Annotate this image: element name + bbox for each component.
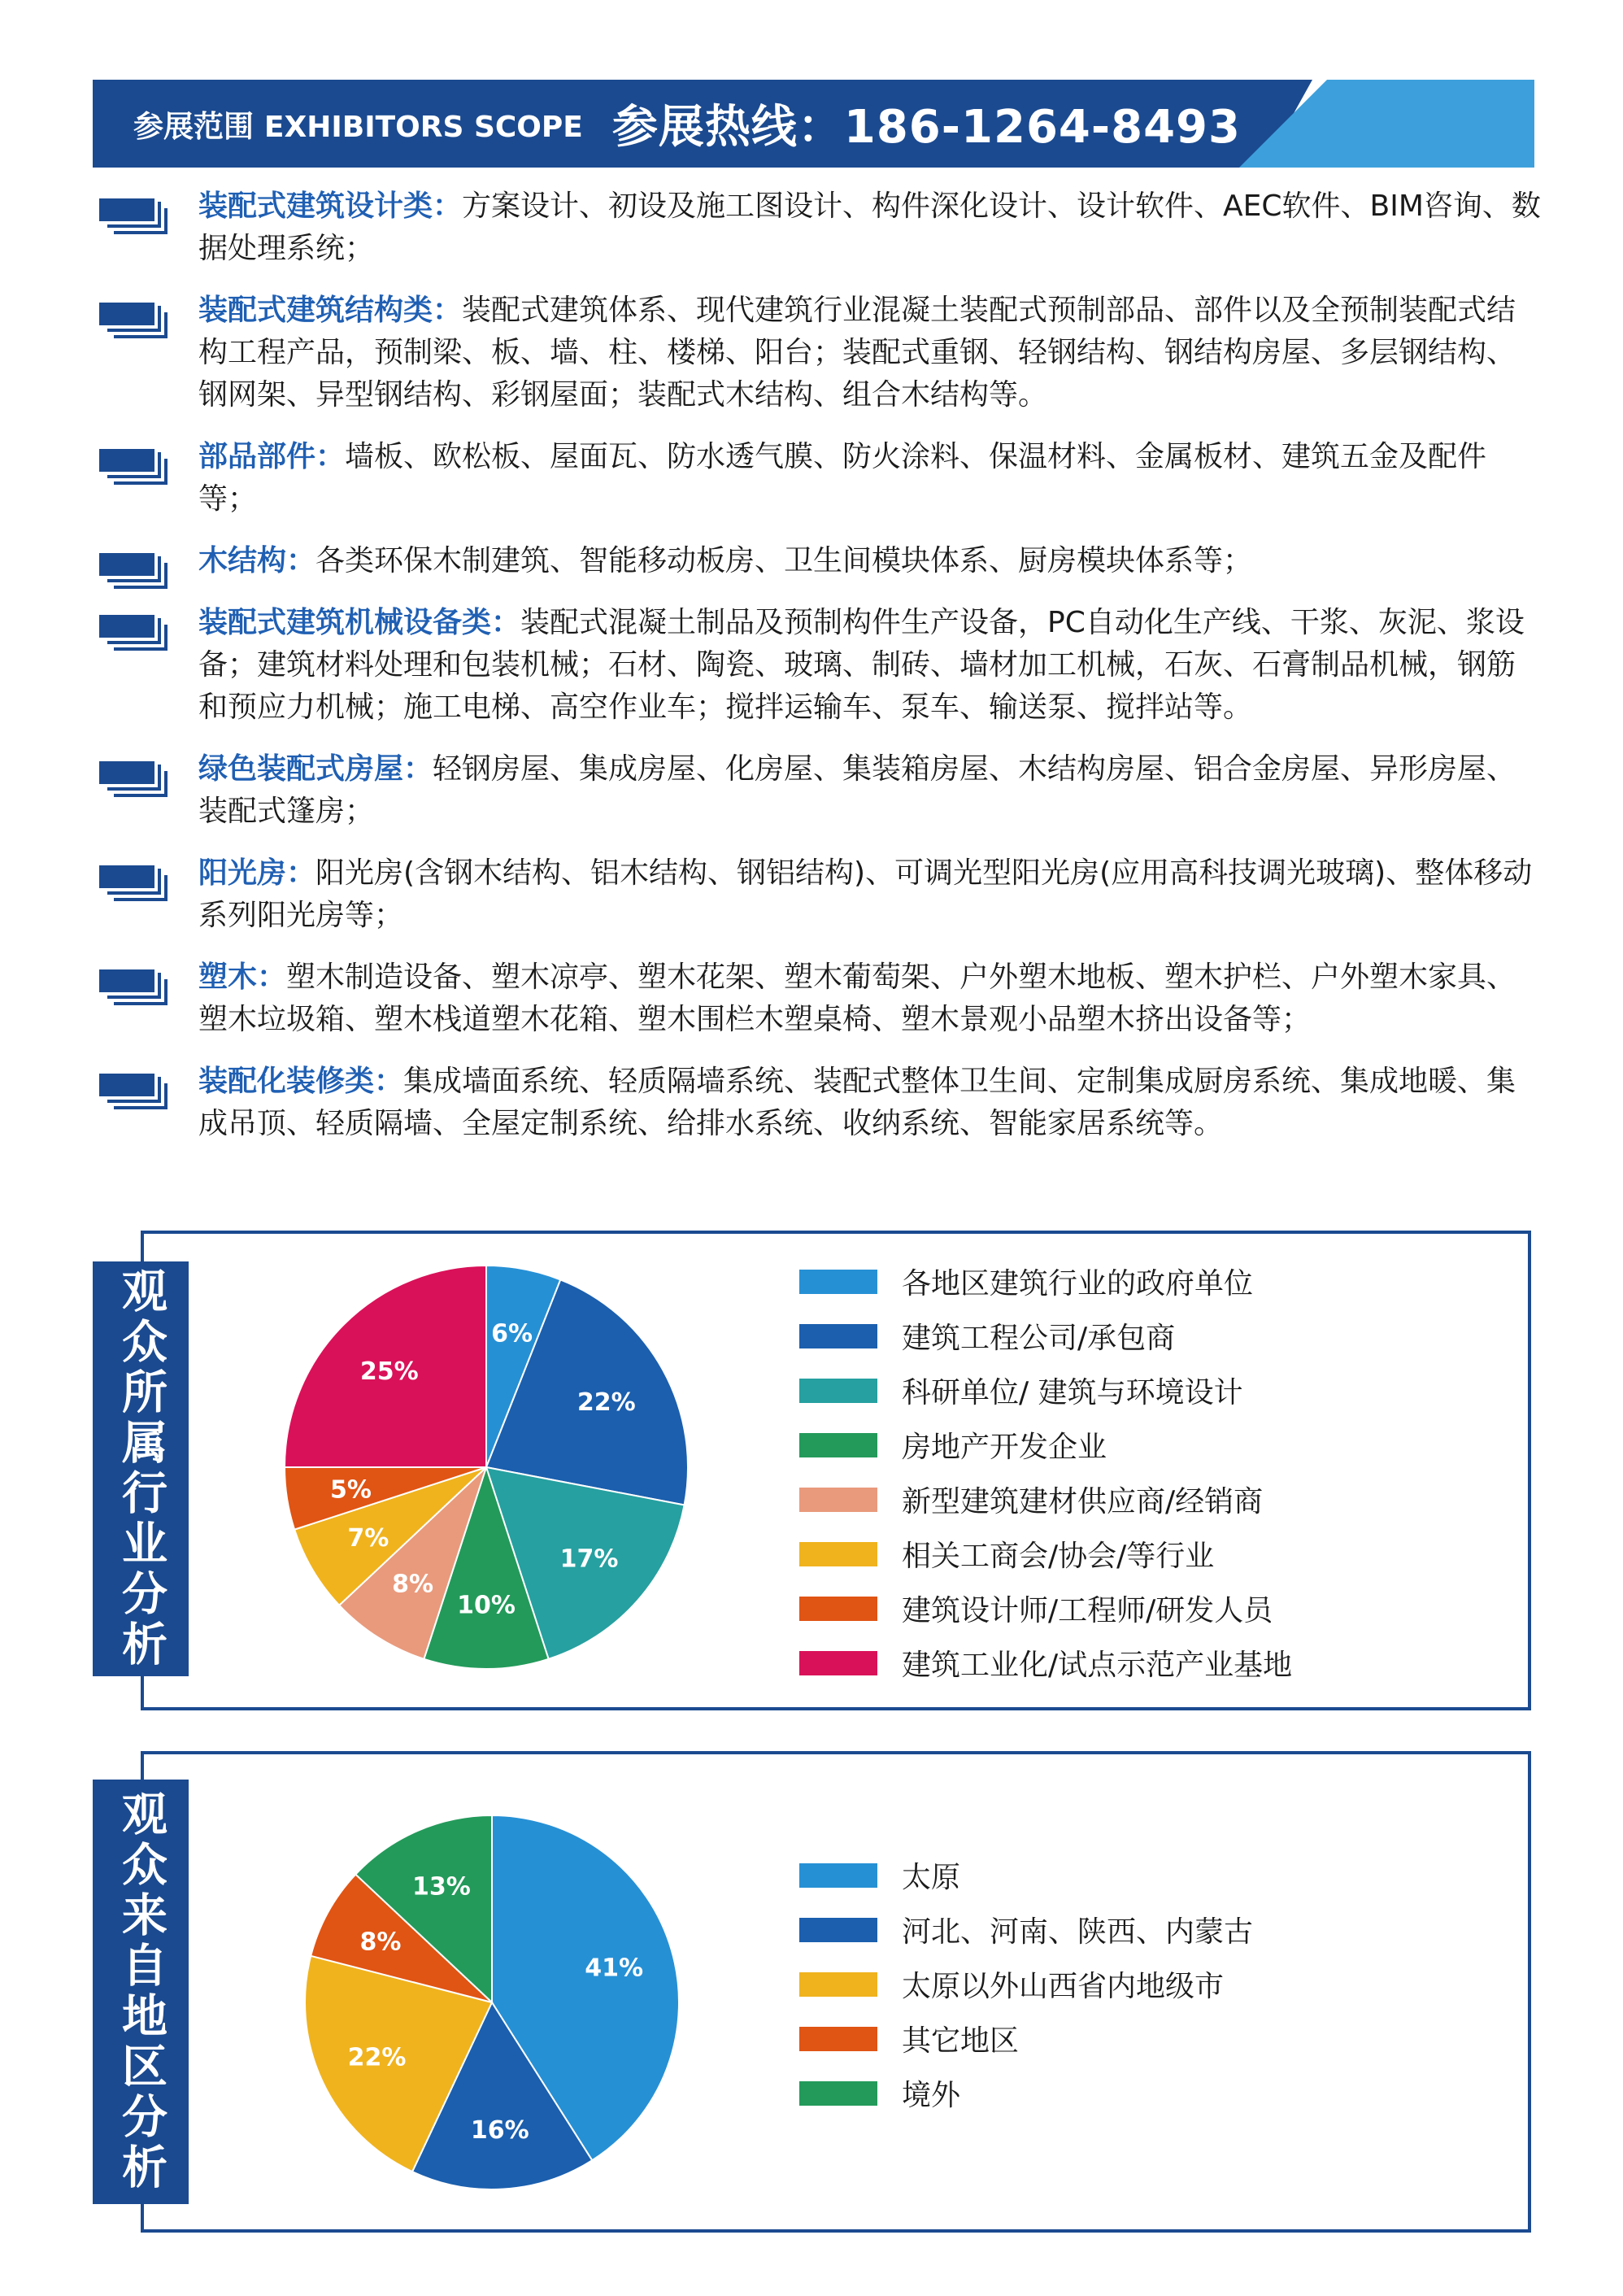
pie-slice-label: 41% — [585, 1954, 644, 1983]
category-description: 塑木制造设备、塑木凉亭、塑木花架、塑木葡萄架、户外塑木地板、塑木护栏、户外塑木家具、塑木垃圾箱、塑木栈道塑木花箱、塑木围栏木塑桌椅、塑木景观小品塑木挤出设备等； — [198, 961, 1516, 1036]
legend-swatch — [799, 1270, 877, 1294]
category-item — [94, 436, 1542, 521]
folder-list-icon — [99, 194, 168, 234]
legend-swatch — [799, 1379, 877, 1403]
legend-label: 建筑工程公司/承包商 — [902, 1322, 1176, 1355]
legend-swatch — [799, 2027, 877, 2051]
region-chart-title-tab — [93, 1780, 189, 2204]
legend-swatch — [799, 1863, 877, 1888]
industry-legend — [799, 1261, 1490, 1684]
pie-slice-label: 10% — [457, 1591, 516, 1620]
folder-list-icon — [99, 444, 168, 485]
legend-item — [799, 2072, 960, 2114]
legend-swatch — [799, 1972, 877, 1997]
pie-slice-label: 17% — [559, 1544, 619, 1574]
scope-title — [133, 102, 583, 146]
category-title: 部品部件： — [198, 440, 346, 473]
legend-label: 建筑设计师/工程师/研发人员 — [902, 1594, 1273, 1627]
scope-title-en: EXHIBITORS SCOPE — [263, 111, 583, 144]
legend-swatch — [799, 1597, 877, 1621]
category-title: 塑木： — [198, 961, 287, 994]
category-description: 轻钢房屋、集成房屋、化房屋、集装箱房屋、木结构房屋、铝合金房屋、异形房屋、装配式篷房； — [198, 752, 1516, 828]
legend-item — [799, 1909, 1253, 1950]
legend-label: 建筑工业化/试点示范产业基地 — [902, 1649, 1293, 1682]
pie-slice-label: 8% — [392, 1570, 434, 1599]
category-title: 木结构： — [198, 544, 316, 577]
category-item — [94, 185, 1542, 270]
pie-slice-label: 13% — [411, 1872, 471, 1902]
category-title: 绿色装配式房屋： — [198, 752, 433, 786]
industry-chart-title-tab — [93, 1261, 189, 1676]
legend-item — [799, 2018, 1019, 2059]
category-item — [94, 852, 1542, 937]
category-description: 各类环保木制建筑、智能移动板房、卫生间模块体系、厨房模块体系等； — [315, 544, 1253, 577]
legend-item — [799, 1315, 1175, 1357]
legend-item — [799, 1424, 1107, 1466]
category-description: 阳光房(含钢木结构、铝木结构、钢铝结构)、可调光型阳光房(应用高科技调光玻璃)、整体移动系列阳光房等； — [198, 856, 1533, 932]
category-item — [94, 956, 1542, 1041]
pie-slice-label: 22% — [577, 1388, 636, 1417]
legend-label: 各地区建筑行业的政府单位 — [902, 1267, 1254, 1300]
legend-label: 境外 — [902, 2079, 961, 2112]
category-title: 装配式建筑设计类： — [198, 190, 463, 223]
header-text — [133, 80, 1241, 168]
legend-item — [799, 1261, 1253, 1302]
legend-swatch — [799, 1542, 877, 1566]
legend-item — [799, 1533, 1214, 1575]
category-item — [94, 748, 1542, 833]
legend-item — [799, 1370, 1243, 1411]
category-description: 墙板、欧松板、屋面瓦、防水透气膜、防火涂料、保温材料、金属板材、建筑五金及配件等； — [198, 440, 1487, 516]
legend-item — [799, 1642, 1292, 1684]
legend-swatch — [799, 1433, 877, 1457]
category-list — [94, 185, 1542, 1165]
legend-swatch — [799, 1651, 877, 1675]
pie-slice-label: 7% — [347, 1523, 389, 1553]
legend-label: 太原以外山西省内地级市 — [902, 1970, 1225, 2003]
pie-slice-label: 6% — [491, 1319, 533, 1348]
pie-slice-label: 8% — [359, 1928, 402, 1957]
legend-item — [799, 1854, 960, 1896]
industry-chart-title: 观众所属行业分析 — [115, 1267, 168, 1671]
category-title: 装配式建筑机械设备类： — [198, 606, 521, 639]
region-pie-chart — [289, 1799, 695, 2206]
folder-list-icon — [99, 756, 168, 797]
region-legend — [799, 1854, 1490, 2131]
category-description: 装配式混凝土制品及预制构件生产设备，PC自动化生产线、干浆、灰泥、浆设备；建筑材料处理和包装机械；石材、陶瓷、玻璃、制砖、墙材加工机械，石灰、石膏制品机械，钢筋和预应力机械；施工电梯、高空作业车；搅拌运输车、泵车、输送泵、搅拌站等。 — [198, 606, 1525, 724]
category-item — [94, 290, 1542, 416]
category-title: 阳光房： — [198, 856, 316, 890]
folder-list-icon — [99, 298, 168, 338]
legend-label: 房地产开发企业 — [902, 1431, 1107, 1464]
pie-slice-label: 16% — [470, 2116, 529, 2146]
hotline: 参展热线：186-1264-8493 — [611, 101, 1241, 154]
legend-swatch — [799, 2081, 877, 2106]
category-item — [94, 540, 1542, 582]
legend-label: 其它地区 — [902, 2024, 1020, 2058]
scope-title-cn: 参展范围 — [133, 109, 254, 144]
folder-list-icon — [99, 860, 168, 901]
industry-pie-chart — [276, 1266, 699, 1672]
pie-slice-label: 5% — [329, 1475, 372, 1505]
category-item — [94, 602, 1542, 729]
header-banner — [93, 80, 1534, 168]
legend-swatch — [799, 1918, 877, 1942]
legend-label: 河北、河南、陕西、内蒙古 — [902, 1915, 1254, 1949]
legend-label: 新型建筑建材供应商/经销商 — [902, 1485, 1264, 1518]
legend-item — [799, 1479, 1263, 1520]
category-title: 装配式建筑结构类： — [198, 294, 463, 327]
pie-slice-label: 22% — [347, 2043, 407, 2072]
category-item — [94, 1061, 1542, 1145]
category-description: 方案设计、初设及施工图设计、构件深化设计、设计软件、AEC软件、BIM咨询、数据处理系统； — [198, 190, 1541, 265]
legend-swatch — [799, 1488, 877, 1512]
category-description: 装配式建筑体系、现代建筑行业混凝土装配式预制部品、部件以及全预制装配式结构工程产品，预制梁、板、墙、柱、楼梯、阳台；装配式重钢、轻钢结构、钢结构房屋、多层钢结构、钢网架、异型钢结构、彩钢屋面；装配式木结构、组合木结构等。 — [198, 294, 1516, 412]
category-description: 集成墙面系统、轻质隔墙系统、装配式整体卫生间、定制集成厨房系统、集成地暖、集成吊顶、轻质隔墙、全屋定制系统、给排水系统、收纳系统、智能家居系统等。 — [198, 1065, 1516, 1140]
legend-item — [799, 1588, 1273, 1629]
pie-slice-label: 25% — [359, 1357, 419, 1386]
region-chart-title: 观众来自地区分析 — [115, 1790, 168, 2194]
folder-list-icon — [99, 965, 168, 1005]
folder-list-icon — [99, 548, 168, 589]
legend-item — [799, 1963, 1224, 2005]
category-title: 装配化装修类： — [198, 1065, 404, 1098]
folder-list-icon — [99, 1069, 168, 1109]
folder-list-icon — [99, 610, 168, 651]
legend-label: 太原 — [902, 1861, 961, 1894]
legend-swatch — [799, 1324, 877, 1348]
legend-label: 科研单位/ 建筑与环境设计 — [902, 1376, 1243, 1409]
legend-label: 相关工商会/协会/等行业 — [902, 1540, 1215, 1573]
